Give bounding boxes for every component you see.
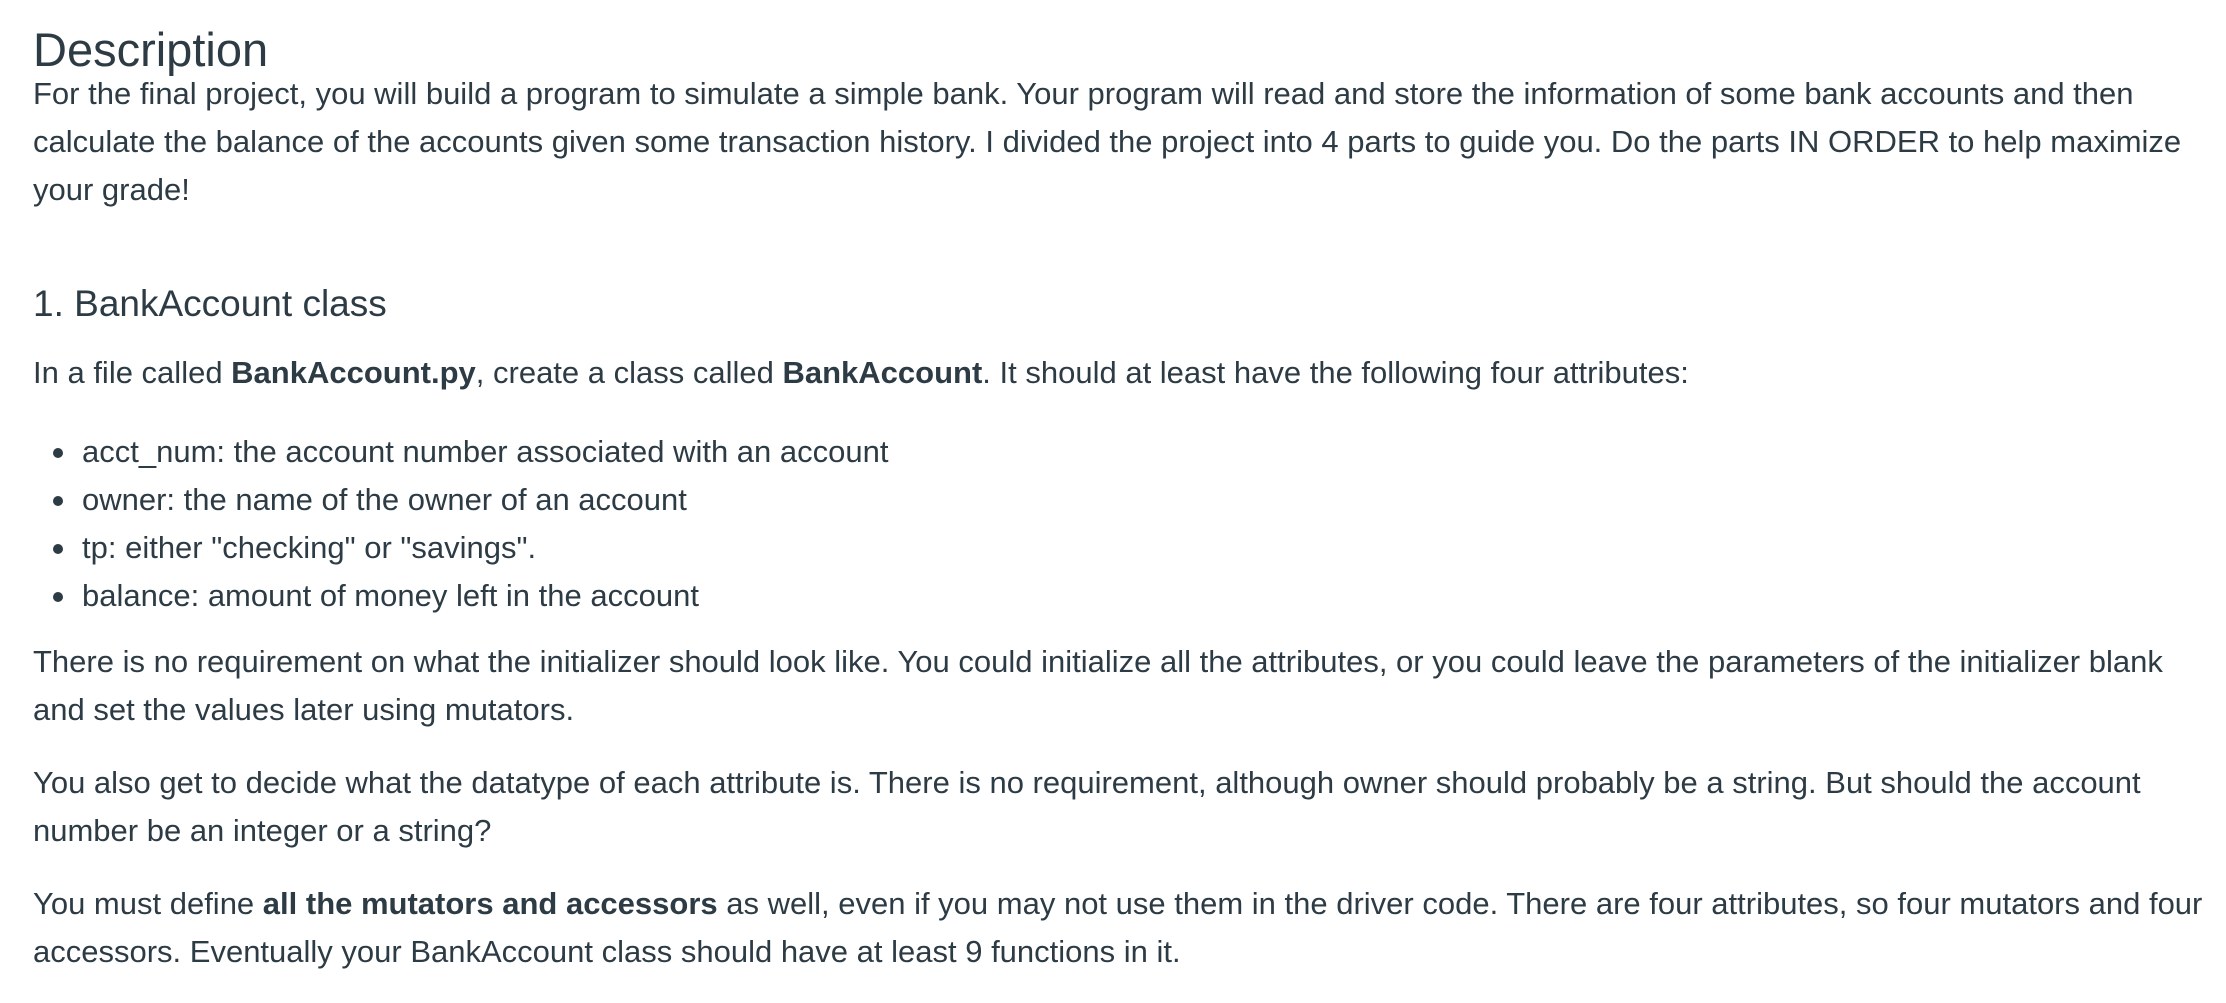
list-item: [33, 428, 888, 476]
section-heading-bankaccount-class: 1. BankAccount class: [33, 283, 387, 324]
bullet-icon: [53, 544, 63, 554]
file-name: BankAccount.py: [231, 355, 476, 390]
mutators-emphasis: all the mutators and accessors: [262, 886, 718, 921]
file-intro-text-1: In a file called: [33, 355, 232, 390]
page-title: Description: [33, 23, 269, 76]
attribute-list: [33, 428, 888, 620]
mutators-paragraph: [33, 880, 2203, 976]
list-item: [33, 476, 888, 524]
mutators-text-1: You must define: [33, 886, 263, 921]
datatype-paragraph: You also get to decide what the datatype of each attribute is. There is no requirement, although owner should probably be a string. But should the account number be an integer or a string?: [33, 765, 2141, 848]
mutators-text-2: as well, even if you may not use them in the driver code. There are four attributes, so four mutators and four accessors. Eventually your BankAccount class should have at least 9 functions in it.: [33, 886, 2203, 969]
file-intro-paragraph: [33, 349, 2203, 397]
initializer-paragraph: There is no requirement on what the initializer should look like. You could initialize all the attributes, or you could leave the parameters of the initializer blank and set the values later using mutators.: [33, 644, 2163, 727]
file-intro-text-3: . It should at least have the following four attributes:: [982, 355, 1689, 390]
attribute-text: balance: amount of money left in the account: [82, 578, 699, 613]
list-item: [33, 524, 888, 572]
attribute-text: acct_num: the account number associated with an account: [82, 434, 889, 469]
bullet-icon: [53, 592, 63, 602]
bullet-icon: [53, 496, 63, 506]
attribute-text: owner: the name of the owner of an account: [82, 482, 687, 517]
intro-paragraph: For the final project, you will build a program to simulate a simple bank. Your program will read and store the information of some bank accounts and then calculate the balance of the accounts given some transaction history. I divided the project into 4 parts to guide you. Do the parts IN ORDER to help maximize your grade!: [33, 76, 2182, 207]
list-item: [33, 572, 888, 620]
attribute-text: tp: either "checking" or "savings".: [82, 530, 537, 565]
class-name: BankAccount: [782, 355, 983, 390]
bullet-icon: [53, 448, 63, 458]
file-intro-text-2: , create a class called: [475, 355, 783, 390]
